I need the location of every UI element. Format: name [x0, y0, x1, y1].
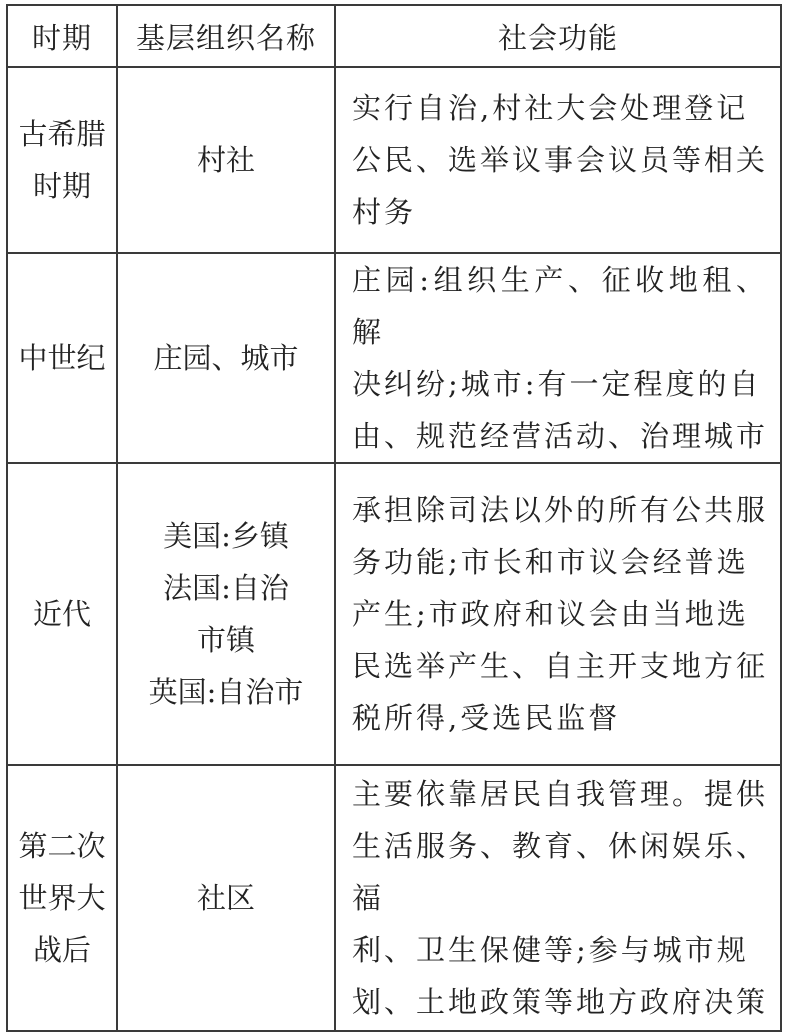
- period-cell: [7, 67, 117, 253]
- organization-cell: [117, 253, 335, 463]
- table-row: [7, 253, 781, 463]
- comparison-table-container: [6, 4, 780, 1020]
- function-line: 村务: [352, 195, 417, 229]
- period-line: 时期: [32, 169, 91, 203]
- period-line: 中世纪: [18, 341, 106, 375]
- organization-line: 英国:自治市: [148, 675, 304, 709]
- function-line: 产生;市政府和议会由当地选: [352, 597, 749, 631]
- function-line: 承担除司法以外的所有公共服: [352, 493, 769, 527]
- period-cell: [7, 765, 117, 1031]
- function-cell: [335, 253, 781, 463]
- function-line: 生活服务、教育、休闲娱乐、福: [352, 829, 769, 915]
- comparison-table: [6, 4, 782, 1032]
- period-cell: [7, 463, 117, 765]
- organization-line: 法国:自治: [163, 571, 289, 605]
- function-line: 税所得,受选民监督: [352, 701, 621, 735]
- function-cell: [335, 765, 781, 1031]
- organization-line: 美国:乡镇: [163, 519, 289, 553]
- function-line: 实行自治,村社大会处理登记: [352, 91, 749, 125]
- table-row: [7, 463, 781, 765]
- organization-line: 村社: [196, 143, 255, 177]
- table-header-row: [7, 5, 781, 67]
- function-line: 划、土地政策等地方政府决策: [352, 985, 769, 1019]
- function-line: 民选举产生、自主开支地方征: [352, 649, 769, 683]
- header-period: 时期: [7, 5, 117, 67]
- organization-cell: [117, 463, 335, 765]
- period-line: 世界大: [18, 881, 106, 915]
- organization-line: 社区: [196, 881, 255, 915]
- function-line: 利、卫生保健等;参与城市规: [352, 933, 749, 967]
- function-cell: [335, 463, 781, 765]
- function-line: 庄园:组织生产、征收地租、解: [352, 263, 768, 349]
- function-line: 决纠纷;城市:有一定程度的自: [352, 367, 762, 401]
- header-function: 社会功能: [335, 5, 781, 67]
- header-organization: 基层组织名称: [117, 5, 335, 67]
- organization-line: 庄园、城市: [153, 341, 299, 375]
- organization-cell: [117, 67, 335, 253]
- organization-cell: [117, 765, 335, 1031]
- period-line: 战后: [32, 933, 91, 967]
- function-line: 公民、选举议事会议员等相关: [352, 143, 769, 177]
- function-line: 务功能;市长和市议会经普选: [352, 545, 749, 579]
- period-line: 近代: [32, 597, 91, 631]
- function-cell: [335, 67, 781, 253]
- period-line: 古希腊: [18, 117, 106, 151]
- table-row: [7, 67, 781, 253]
- table-row: [7, 765, 781, 1031]
- function-line: 主要依靠居民自我管理。提供: [352, 777, 769, 811]
- function-line: 由、规范经营活动、治理城市: [352, 419, 769, 453]
- period-cell: [7, 253, 117, 463]
- organization-line: 市镇: [196, 623, 255, 657]
- period-line: 第二次: [18, 829, 106, 863]
